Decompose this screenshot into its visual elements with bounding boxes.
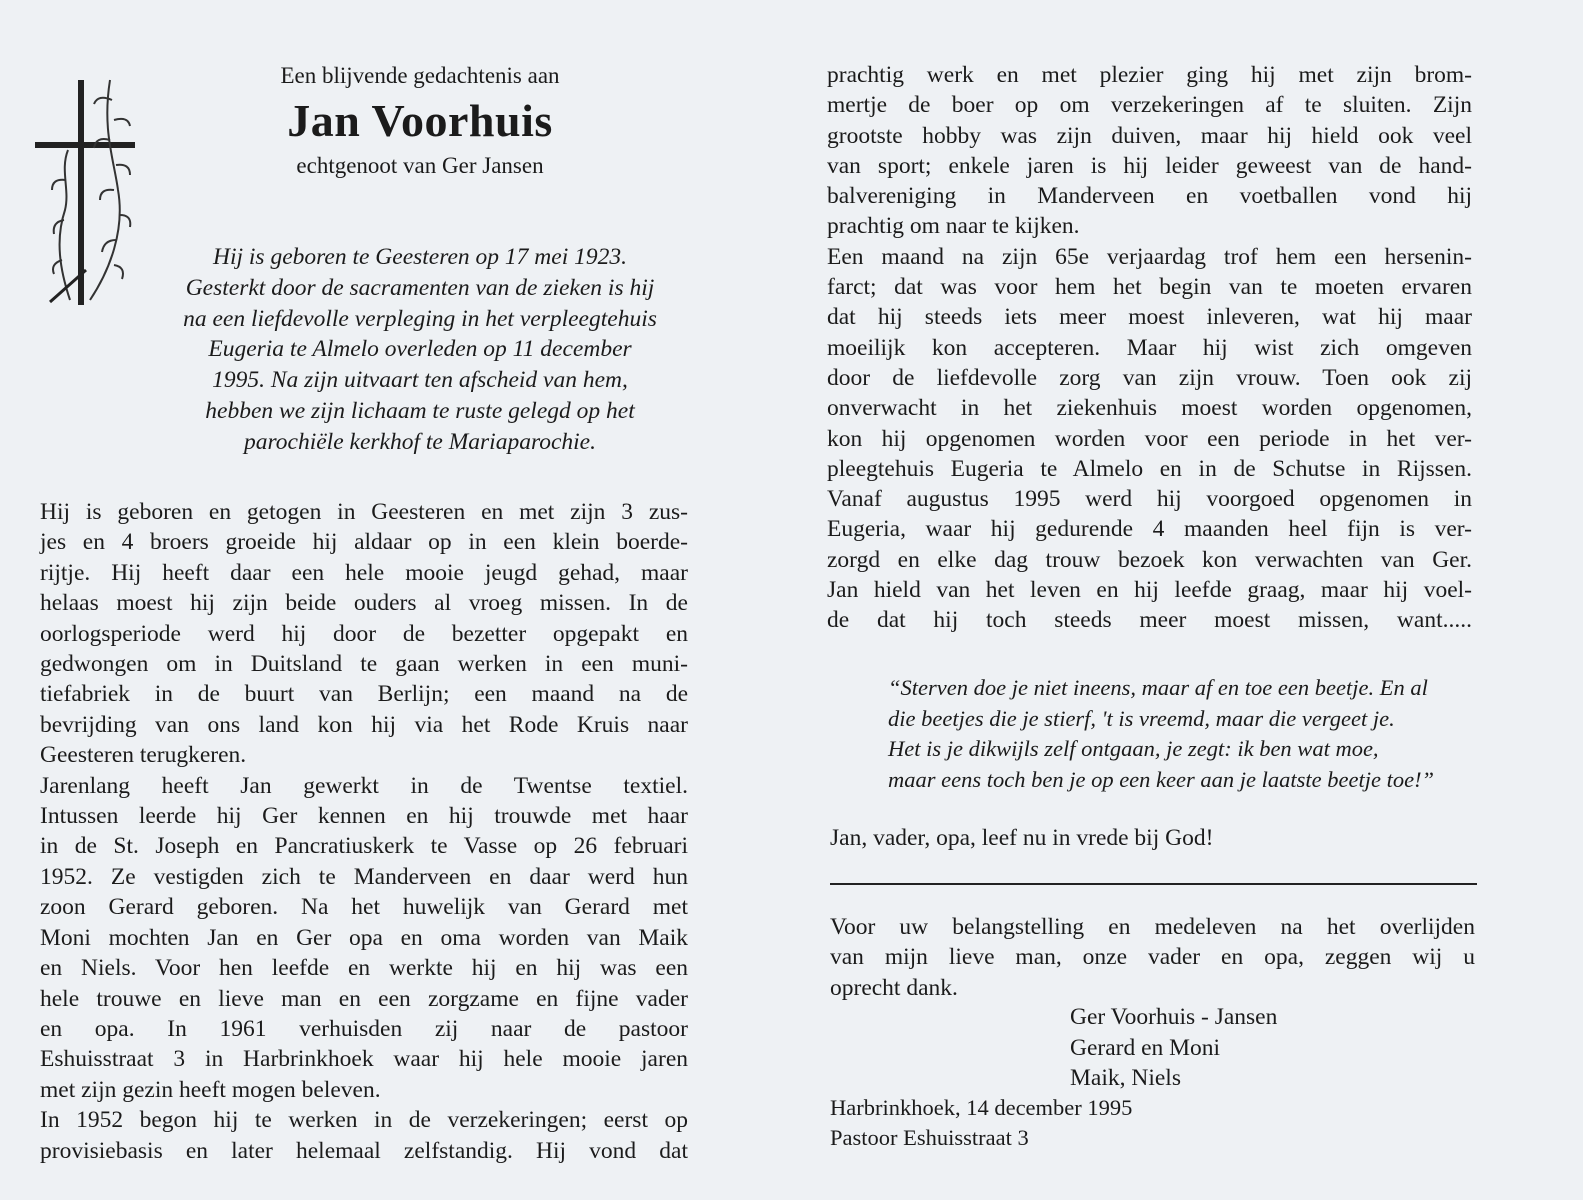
text-line: 1952. Ze vestigden zich te Manderveen en daar werd hun — [40, 863, 688, 890]
text-line: prachtig werk en met plezier ging hij met zijn brom- — [827, 62, 1472, 88]
poem-quote — [888, 673, 1468, 795]
card-header — [170, 62, 670, 180]
text-line: 1995. Na zijn uitvaart ten afscheid van hem, — [212, 367, 628, 394]
text-line: kon hij opgenomen worden voor een periode in het ver- — [827, 425, 1472, 452]
text-line: zorgd en elke dag trouw bezoek kon verwachten van Ger. — [827, 546, 1472, 573]
text-line: rijtje. Hij heeft daar een hele mooie jeugd gehad, maar — [40, 559, 688, 586]
text-line: Vanaf augustus 1995 werd hij voorgoed opgenomen in — [827, 486, 1472, 513]
text-line: oorlogsperiode werd hij door de bezetter opgepakt en — [40, 620, 688, 647]
text-line: Eshuisstraat 3 in Harbrinkhoek waar hij hele mooie jaren — [40, 1046, 688, 1073]
text-line: bevrijding van ons land kon hij via het Rode Kruis naar — [40, 711, 688, 738]
text-line: prachtig om naar te kijken. — [827, 213, 1080, 240]
text-line: Intussen leerde hij Ger kennen en hij trouwde met haar — [40, 803, 688, 830]
text-line: Gesterkt door de sacramenten van de zieken is hij — [185, 274, 655, 301]
text-line: helaas moest hij zijn beide ouders al vroeg missen. In de — [40, 590, 688, 617]
spouse-text: echtgenoot van Ger Jansen — [296, 153, 544, 178]
poem-line: die beetjes die je stierf, 't is vreemd, maar die vergeet je. — [888, 705, 1395, 731]
text-line: in de St. Joseph en Pancratiuskerk te Vasse op 26 februari — [40, 833, 688, 860]
poem-line: “Sterven doe je niet ineens, maar af en toe een beetje. En al — [888, 675, 1428, 700]
text-line: Jarenlang heeft Jan gewerkt in de Twentse textiel. — [40, 772, 688, 799]
place-date: Harbrinkhoek, 14 december 1995 — [830, 1095, 1133, 1120]
deceased-name: Jan Voorhuis — [287, 95, 553, 146]
text-line: na een liefdevolle verpleging in het verpleegtehuis — [183, 305, 657, 332]
text-line: en opa. In 1961 verhuisden zij naar de pastoor — [40, 1015, 688, 1042]
text-line: Eugeria, waar hij gedurende 4 maanden heel fijn is ver- — [827, 516, 1472, 543]
signer-name: Gerard en Moni — [1070, 1034, 1221, 1061]
text-line: met zijn gezin heeft mogen beleven. — [40, 1076, 381, 1103]
text-line: balvereniging in Manderveen en voetballen vond hij — [827, 183, 1472, 210]
divider — [830, 883, 1477, 885]
text-line: tiefabriek in de buurt van Berlijn; een maand na de — [40, 681, 688, 708]
biography-left-column — [40, 497, 688, 1166]
text-line: onverwacht in het ziekenhuis moest worden opgenomen, — [827, 395, 1472, 422]
text-line: oprecht dank. — [830, 974, 958, 1001]
text-line: mertje de boer op om verzekeringen af te sluiten. Zijn — [827, 92, 1472, 119]
text-line: Een maand na zijn 65e verjaardag trof hem een hersenin- — [827, 243, 1472, 270]
thank-you-note — [830, 912, 1475, 1003]
text-line: en Niels. Voor hen leefde en werkte hij en hij was een — [40, 955, 688, 982]
place-and-address — [830, 1093, 1132, 1153]
text-line: moeilijk kon accepteren. Maar hij wist zich omgeven — [827, 334, 1472, 361]
text-line: Voor uw belangstelling en medeleven na het overlijden — [830, 914, 1475, 940]
text-line: door de liefdevolle zorg van zijn vrouw. Toen ook zij — [827, 364, 1472, 391]
text-line: de dat hij toch steeds meer moest missen, want..... — [827, 607, 1472, 634]
text-line: Hij is geboren en getogen in Geesteren en met zijn 3 zus- — [40, 499, 688, 525]
cross-with-palm-branch-icon — [30, 70, 140, 315]
text-line: dat hij steeds iets meer moest inleveren, wat hij maar — [827, 304, 1472, 331]
text-line: jes en 4 broers groeide hij aldaar op in een klein boerde- — [40, 529, 688, 556]
farewell-text: Jan, vader, opa, leef nu in vrede bij God! — [830, 825, 1214, 851]
address: Pastoor Eshuisstraat 3 — [830, 1125, 1029, 1150]
text-line: provisiebasis en later helemaal zelfstandig. Hij vond dat — [40, 1137, 688, 1164]
signer-name: Ger Voorhuis - Jansen — [1070, 1004, 1278, 1030]
text-line: zoon Gerard geboren. Na het huwelijk van Gerard met — [40, 894, 688, 921]
text-line: Moni mochten Jan en Ger opa en oma worden van Maik — [40, 924, 688, 951]
text-line: grootste hobby was zijn duiven, maar hij hield ook veel — [827, 122, 1472, 149]
text-line: Eugeria te Almelo overleden op 11 december — [208, 336, 632, 363]
text-line: hele trouwe en lieve man en een zorgzame en fijne vader — [40, 985, 688, 1012]
poem-line: maar eens toch ben je op een keer aan je laatste beetje toe!” — [888, 766, 1435, 792]
text-line: Hij is geboren te Geesteren op 17 mei 1923. — [213, 244, 627, 270]
poem-line: Het is je dikwijls zelf ontgaan, je zegt: ik ben wat moe, — [888, 736, 1379, 761]
signer-name: Maik, Niels — [1070, 1065, 1181, 1091]
text-line: parochiële kerkhof te Mariaparochie. — [244, 428, 596, 455]
text-line: Jan hield van het leven en hij leefde graag, maar hij voel- — [827, 577, 1472, 604]
text-line: gedwongen om in Duitsland te gaan werken in een muni- — [40, 651, 688, 678]
birth-death-paragraph — [150, 242, 690, 458]
text-line: farct; dat was voor hem het begin van te moeten ervaren — [827, 274, 1472, 301]
text-line: Geesteren terugkeren. — [40, 742, 247, 769]
text-line: hebben we zijn lichaam te ruste gelegd op het — [205, 397, 635, 424]
family-signers — [1070, 1002, 1277, 1094]
intro-text: Een blijvende gedachtenis aan — [280, 63, 560, 88]
text-line: van mijn lieve man, onze vader en opa, zeggen wij u — [830, 944, 1475, 971]
biography-right-column — [827, 60, 1472, 636]
text-line: In 1952 begon hij te werken in de verzekeringen; eerst op — [40, 1107, 688, 1134]
text-line: pleegtehuis Eugeria te Almelo en in de Schutse in Rijssen. — [827, 455, 1472, 482]
text-line: van sport; enkele jaren is hij leider geweest van de hand- — [827, 152, 1472, 179]
